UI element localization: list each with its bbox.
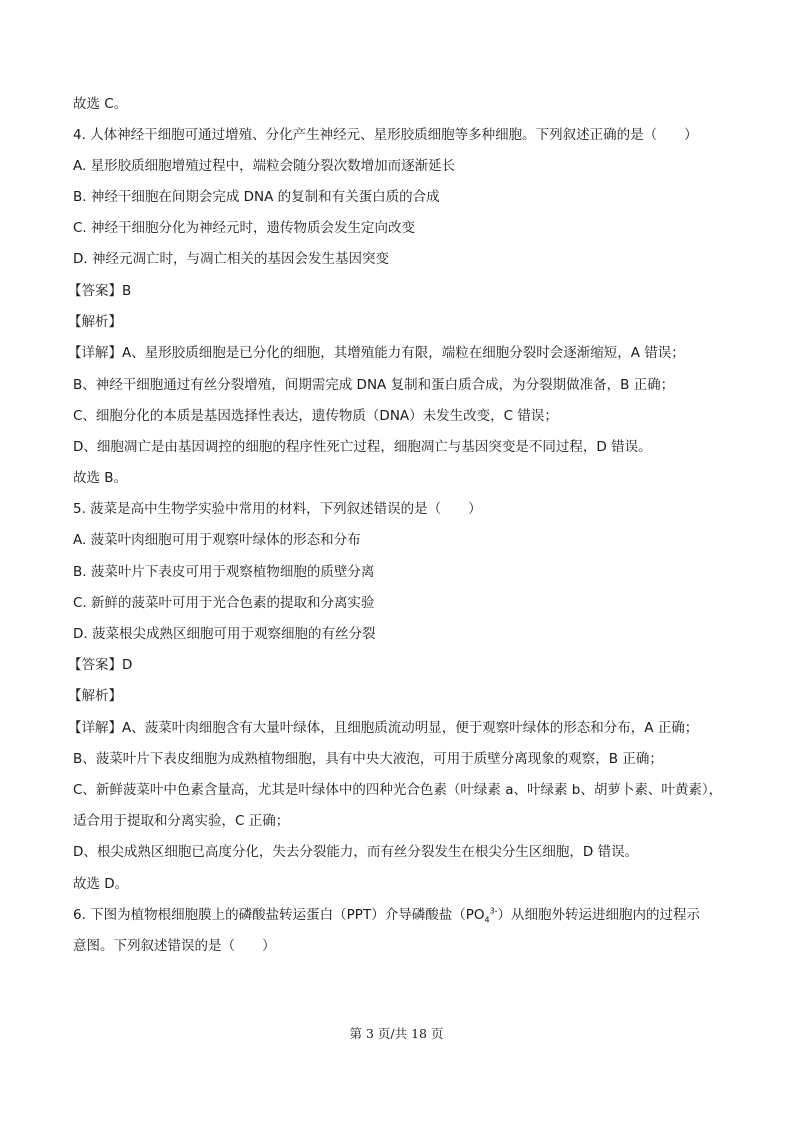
- q5-detail-c: C、新鲜菠菜叶中色素含量高，尤其是叶绿体中的四种光合色素（叶绿素 a、叶绿素 b、胡萝卜素、叶黄素），: [73, 782, 723, 798]
- q4-option-d: D. 神经元凋亡时，与凋亡相关的基因会发生基因突变: [73, 251, 389, 267]
- page-footer: 第 3 页/共 18 页: [349, 1026, 444, 1041]
- q4-option-b: B. 神经干细胞在间期会完成 DNA 的复制和有关蛋白质的合成: [73, 189, 440, 205]
- q5-stem: 5. 菠菜是高中生物学实验中常用的材料，下列叙述错误的是（ ）: [73, 501, 482, 517]
- q5-option-d: D. 菠菜根尖成熟区细胞可用于观察细胞的有丝分裂: [73, 626, 376, 642]
- q6-stem-subscript: 4: [484, 915, 490, 925]
- q4-detail-b: B、神经干细胞通过有丝分裂增殖，间期需完成 DNA 复制和蛋白质合成，为分裂期做准备，B 正确；: [73, 377, 675, 393]
- q5-detail-b: B、菠菜叶片下表皮细胞为成熟植物细胞，具有中央大液泡，可用于质壁分离现象的观察，B 正确；: [73, 751, 663, 767]
- q5-analysis-label: 【解析】: [68, 688, 122, 704]
- q5-conclusion: 故选 D。: [73, 876, 129, 892]
- q4-analysis-label: 【解析】: [68, 314, 122, 330]
- q4-detail-d: D、细胞凋亡是由基因调控的细胞的程序性死亡过程，细胞凋亡与基因突变是不同过程，D 错误。: [73, 439, 652, 455]
- q6-stem-part-a: 6. 下图为植物根细胞膜上的磷酸盐转运蛋白（PPT）介导磷酸盐（PO: [73, 907, 485, 923]
- q4-detail-a: 【详解】A、星形胶质细胞是已分化的细胞，其增殖能力有限，端粒在细胞分裂时会逐渐缩短，A 错误；: [68, 345, 685, 361]
- q4-option-a: A. 星形胶质细胞增殖过程中，端粒会随分裂次数增加而逐渐延长: [73, 158, 456, 174]
- q5-option-a: A. 菠菜叶肉细胞可用于观察叶绿体的形态和分布: [73, 532, 361, 548]
- q5-option-b: B. 菠菜叶片下表皮可用于观察植物细胞的质壁分离: [73, 564, 375, 580]
- q4-stem: 4. 人体神经干细胞可通过增殖、分化产生神经元、星形胶质细胞等多种细胞。下列叙述正确的是（ ）: [73, 127, 698, 143]
- q5-detail-c-cont: 适合用于提取和分离实验，C 正确；: [73, 813, 290, 829]
- q6-stem-line2: 意图。下列叙述错误的是（ ）: [73, 938, 276, 954]
- q6-stem-superscript: 3-: [489, 906, 498, 916]
- q5-answer: 【答案】D: [68, 657, 133, 673]
- q4-option-c: C. 神经干细胞分化为神经元时，遗传物质会发生定向改变: [73, 220, 416, 236]
- q6-stem-line1: [73, 906, 700, 924]
- prev-conclusion: 故选 C。: [73, 96, 128, 112]
- q5-detail-d: D、根尖成熟区细胞已高度分化，失去分裂能力，而有丝分裂发生在根尖分生区细胞，D 错误。: [73, 844, 639, 860]
- q4-conclusion: 故选 B。: [73, 470, 128, 486]
- q4-answer: 【答案】B: [68, 283, 132, 299]
- q4-detail-c: C、细胞分化的本质是基因选择性表达，遗传物质（DNA）未发生改变，C 错误；: [73, 408, 558, 424]
- q5-detail-a: 【详解】A、菠菜叶肉细胞含有大量叶绿体，且细胞质流动明显，便于观察叶绿体的形态和分布，A 正确；: [68, 720, 699, 736]
- q5-option-c: C. 新鲜的菠菜叶可用于光合色素的提取和分离实验: [73, 595, 375, 611]
- q6-stem-part-b: ）从细胞外转运进细胞内的过程示: [497, 907, 701, 923]
